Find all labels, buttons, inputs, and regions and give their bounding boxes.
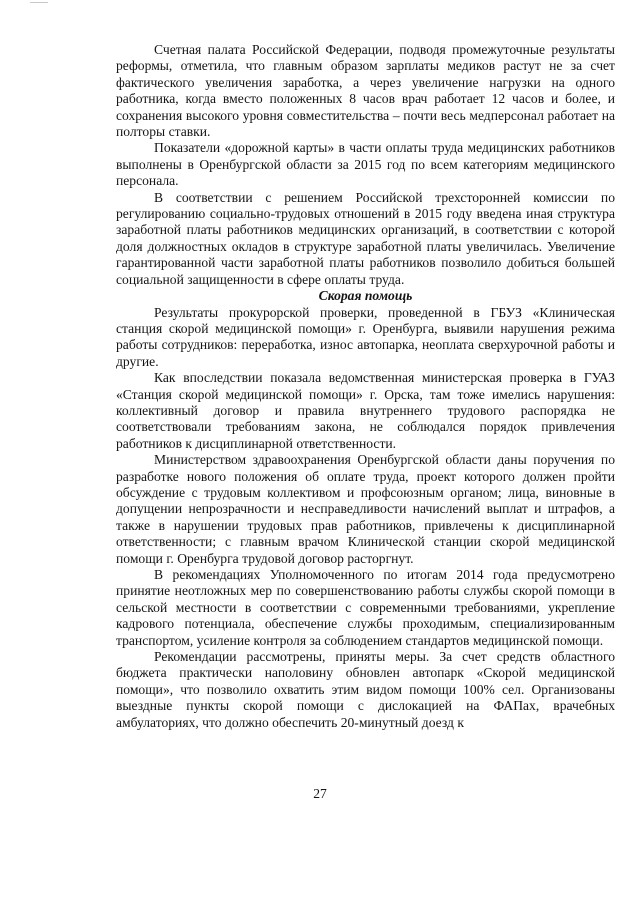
paragraph-prosecutor-check: Результаты прокурорской проверки, проведенной в ГБУЗ «Клиническая станция скорой медицинской помощи» г. Оренбурга, выявили нарушения режима работы сотрудников: переработка, износ автопарка, неоплата сверхурочной работы и другие. [116, 304, 615, 369]
paragraph-roadmap-indicators: Показатели «дорожной карты» в части оплаты труда медицинских работников выполнены в Оренбургской области за 2015 год по всем категориям медицинского персонала. [116, 140, 615, 189]
paragraph-salary-structure: В соответствии с решением Российской трехсторонней комиссии по регулированию социально-трудовых отношений в 2015 году введена иная структура заработной платы работников медицинских организаций, в соответствии с которой доля должностных окладов в структуре заработной платы увеличилась. Увеличение гарантированной части заработной платы работников позволило добиться большей социальной защищенности в сфере оплаты труда. [116, 189, 615, 287]
paragraph-ministry-check: Как впоследствии показала ведомственная министерская проверка в ГУАЗ «Станция скорой медицинской помощи» г. Орска, там тоже имелись нарушения: коллективный договор и правила внутреннего трудового распорядка не соответствовали требованиям закона, не соблюдался порядок привлечения работников к дисциплинарной ответственности. [116, 370, 615, 451]
section-heading: Скорая помощь [318, 288, 413, 304]
document-page [116, 42, 615, 731]
paragraph-measures-taken: Рекомендации рассмотрены, приняты меры. За счет средств областного бюджета практически наполовину обновлен автопарк «Скорой медицинской помощи», что позволило охватить этим видом помощи 100% сел. Организованы выездные пункты скорой помощи с дислокацией на ФАПах, врачебных амбулаториях, что должно обеспечить 20-минутный доезд к [116, 649, 615, 730]
scan-corner-mark [30, 2, 48, 3]
page-number: 27 [313, 786, 327, 801]
paragraph-accounts-chamber: Счетная палата Российской Федерации, подводя промежуточные результаты реформы, отметила, что главным образом зарплаты медиков растут не за счет фактического увеличения заработка, а через увеличение нагрузки на одного работника, когда вместо положенных 8 часов врач работает 12 часов и более, и сохранения высокого уровня совместительства – почти весь медперсонал работает на полторы ставки. [116, 42, 615, 140]
paragraph-ministry-orders: Министерством здравоохранения Оренбургской области даны поручения по разработке нового положения об оплате труда, проект которого должен пройти обсуждение с трудовым коллективом и профсоюзным органом; лица, виновные в допущении непрозрачности и несправедливости начислений выплат и штрафов, а также в нарушении трудовых прав работников, привлечены к дисциплинарной ответственности; с главным врачом Клинической станции скорой медицинской помощи г. Оренбурга трудовой договор расторгнут. [116, 452, 615, 566]
paragraph-ombudsman-recommendations: В рекомендациях Уполномоченного по итогам 2014 года предусмотрено принятие неотложных мер по совершенствованию работы службы скорой помощи в сельской местности в соответствии с современными требованиями, укрепление кадрового потенциала, обеспечение службы проходимым, специализированным транспортом, усиление контроля за соблюдением стандартов медицинской помощи. [116, 567, 615, 648]
